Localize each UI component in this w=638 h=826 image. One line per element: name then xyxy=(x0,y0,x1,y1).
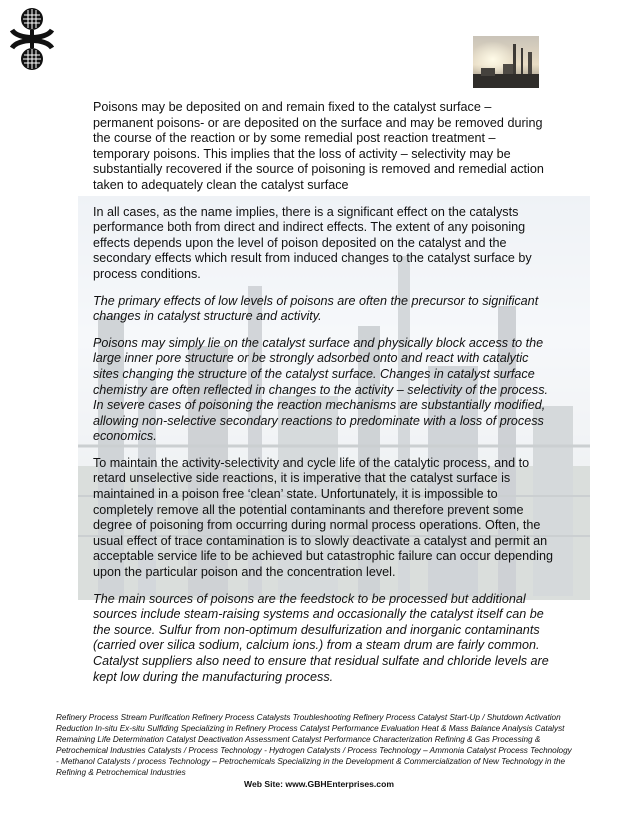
paragraph: To maintain the activity-selectivity and cycle life of the catalytic process, and to retard unselective side reactions, it is imperative that the catalyst surface is maintained in a poison free ‘clean’ state. Unfortunately, it is impossible to completely remove all the potential contaminants and therefore prevent some degree of poisoning from occurring during normal process operations. Often, the usual effect of trace contamination is to slowly deactivate a catalyst and permit an acceptable service life to be achieved but catastrophic failure can occur depending upon the particular poison and the concentration level. xyxy=(93,455,553,580)
paragraph: In all cases, as the name implies, there is a significant effect on the catalysts performance both from direct and indirect effects. The extent of any poisoning effects depends upon the level of poison deposited on the catalyst and the secondary effects which result from induced changes to the catalyst surface by process conditions. xyxy=(93,204,532,281)
paragraph: The main sources of poisons are the feedstock to be processed but additional sources include steam-raising systems and occasionally the catalyst itself can be the source. Sulfur from non-optimum desulfurization and inorganic contaminants (carried over silica sodium, calcium ions.) from a steam drum are fairly common. Catalyst suppliers also need to ensure that residual sulfate and chloride levels are kept low during the manufacturing process. xyxy=(93,591,549,684)
footer-keywords: Refinery Process Stream Purification Refinery Process Catalysts Troubleshooting Refinery Process Catalyst Start-Up / Shutdown Activation Reduction In-situ Ex-situ Sulfiding Specializing in Refinery Process Catalyst Performance Evaluation Heat & Mass Balance Analysis Catalyst Remaining Life Determination Catalyst Deactivation Assessment Catalyst Performance Characterization Refining & Gas Processing & Petrochemical Industries Catalysts / Process Technology - Hydrogen Catalysts / Process Technology – Ammonia Catalyst Process Technology - Methanol Catalysts / process Technology – Petrochemicals Specializing in the Development & Commercialization of New Technology in the Refining & Petrochemical Industries xyxy=(56,713,572,777)
refinery-photo xyxy=(473,36,539,88)
paragraph: The primary effects of low levels of poisons are often the precursor to significant changes in catalyst structure and activity. xyxy=(93,293,539,324)
website-link[interactable]: Web Site: www.GBHEnterprises.com xyxy=(244,779,394,789)
gbh-logo-icon xyxy=(10,6,54,72)
document-body xyxy=(93,100,553,696)
paragraph: Poisons may be deposited on and remain fixed to the catalyst surface – permanent poisons- or are deposited on the surface and may be removed during the course of the reaction or by some remedial post reaction treatment – temporary poisons. This implies that the loss of activity – selectivity may be substantially recovered if the source of poisoning is removed and remedial action taken to adequately clean the catalyst surface xyxy=(93,100,544,192)
paragraph: Poisons may simply lie on the catalyst surface and physically block access to the large inner pore structure or be strongly adsorbed onto and react with catalytic sites changing the structure of the catalyst surface. Changes in catalyst surface chemistry are often reflected in changes to the activity – selectivity of the process. In severe cases of poisoning the reaction mechanisms are substantially modified, allowing non-selective secondary reactions to predominate with a loss of process economics. xyxy=(93,335,548,444)
